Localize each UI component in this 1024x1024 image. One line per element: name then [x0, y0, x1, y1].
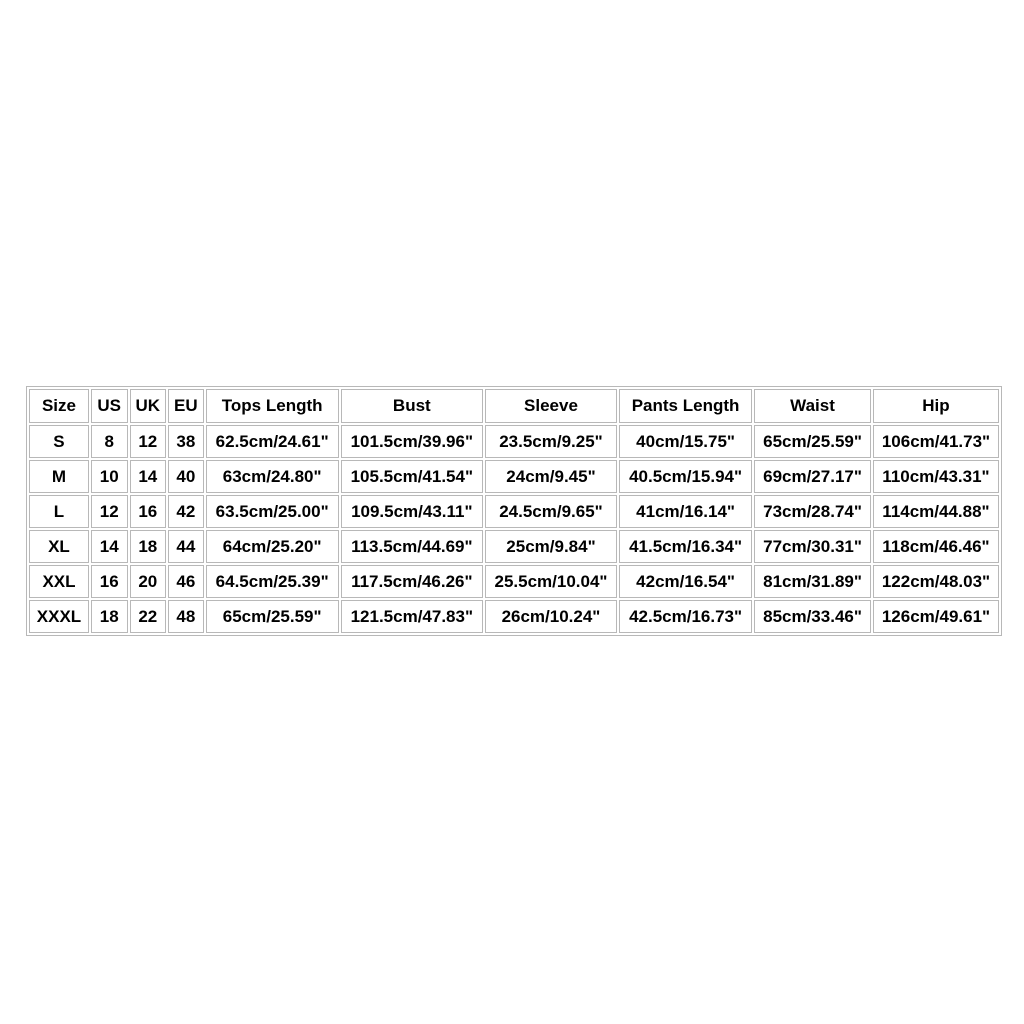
table-row: [29, 495, 999, 528]
table-row: [29, 530, 999, 563]
cell-size: XL: [29, 530, 89, 563]
cell-tops-length: 62.5cm/24.61": [206, 425, 339, 458]
cell-tops-length: 64cm/25.20": [206, 530, 339, 563]
cell-eu: 44: [168, 530, 204, 563]
cell-size: M: [29, 460, 89, 493]
cell-hip: 126cm/49.61": [873, 600, 999, 633]
cell-eu: 48: [168, 600, 204, 633]
cell-sleeve: 23.5cm/9.25": [485, 425, 617, 458]
cell-eu: 46: [168, 565, 204, 598]
cell-sleeve: 24cm/9.45": [485, 460, 617, 493]
cell-pants-length: 41cm/16.14": [619, 495, 752, 528]
cell-waist: 77cm/30.31": [754, 530, 871, 563]
header-sleeve: Sleeve: [485, 389, 617, 423]
cell-sleeve: 25.5cm/10.04": [485, 565, 617, 598]
header-waist: Waist: [754, 389, 871, 423]
cell-eu: 38: [168, 425, 204, 458]
cell-uk: 20: [130, 565, 167, 598]
cell-sleeve: 25cm/9.84": [485, 530, 617, 563]
cell-tops-length: 63cm/24.80": [206, 460, 339, 493]
cell-us: 12: [91, 495, 128, 528]
cell-bust: 101.5cm/39.96": [341, 425, 483, 458]
table-row: [29, 460, 999, 493]
cell-sleeve: 26cm/10.24": [485, 600, 617, 633]
cell-waist: 85cm/33.46": [754, 600, 871, 633]
header-bust: Bust: [341, 389, 483, 423]
cell-pants-length: 41.5cm/16.34": [619, 530, 752, 563]
table-row: [29, 425, 999, 458]
cell-bust: 121.5cm/47.83": [341, 600, 483, 633]
header-eu: EU: [168, 389, 204, 423]
table-row: [29, 565, 999, 598]
cell-waist: 69cm/27.17": [754, 460, 871, 493]
cell-waist: 81cm/31.89": [754, 565, 871, 598]
cell-us: 16: [91, 565, 128, 598]
cell-us: 18: [91, 600, 128, 633]
cell-uk: 16: [130, 495, 167, 528]
header-tops-length: Tops Length: [206, 389, 339, 423]
cell-tops-length: 63.5cm/25.00": [206, 495, 339, 528]
cell-bust: 117.5cm/46.26": [341, 565, 483, 598]
cell-pants-length: 40cm/15.75": [619, 425, 752, 458]
table-row: [29, 600, 999, 633]
cell-hip: 122cm/48.03": [873, 565, 999, 598]
size-chart-table: [26, 386, 1002, 636]
cell-tops-length: 65cm/25.59": [206, 600, 339, 633]
cell-bust: 109.5cm/43.11": [341, 495, 483, 528]
cell-sleeve: 24.5cm/9.65": [485, 495, 617, 528]
cell-us: 14: [91, 530, 128, 563]
header-pants-length: Pants Length: [619, 389, 752, 423]
cell-bust: 105.5cm/41.54": [341, 460, 483, 493]
cell-tops-length: 64.5cm/25.39": [206, 565, 339, 598]
cell-waist: 73cm/28.74": [754, 495, 871, 528]
cell-uk: 14: [130, 460, 167, 493]
cell-size: XXXL: [29, 600, 89, 633]
cell-uk: 18: [130, 530, 167, 563]
cell-hip: 110cm/43.31": [873, 460, 999, 493]
cell-bust: 113.5cm/44.69": [341, 530, 483, 563]
cell-us: 10: [91, 460, 128, 493]
cell-uk: 22: [130, 600, 167, 633]
cell-size: XXL: [29, 565, 89, 598]
header-row: [29, 389, 999, 423]
header-size: Size: [29, 389, 89, 423]
cell-hip: 106cm/41.73": [873, 425, 999, 458]
cell-hip: 118cm/46.46": [873, 530, 999, 563]
cell-size: L: [29, 495, 89, 528]
cell-us: 8: [91, 425, 128, 458]
header-uk: UK: [130, 389, 167, 423]
cell-pants-length: 42.5cm/16.73": [619, 600, 752, 633]
cell-pants-length: 42cm/16.54": [619, 565, 752, 598]
cell-uk: 12: [130, 425, 167, 458]
cell-eu: 40: [168, 460, 204, 493]
cell-size: S: [29, 425, 89, 458]
cell-waist: 65cm/25.59": [754, 425, 871, 458]
cell-pants-length: 40.5cm/15.94": [619, 460, 752, 493]
header-us: US: [91, 389, 128, 423]
cell-hip: 114cm/44.88": [873, 495, 999, 528]
header-hip: Hip: [873, 389, 999, 423]
cell-eu: 42: [168, 495, 204, 528]
